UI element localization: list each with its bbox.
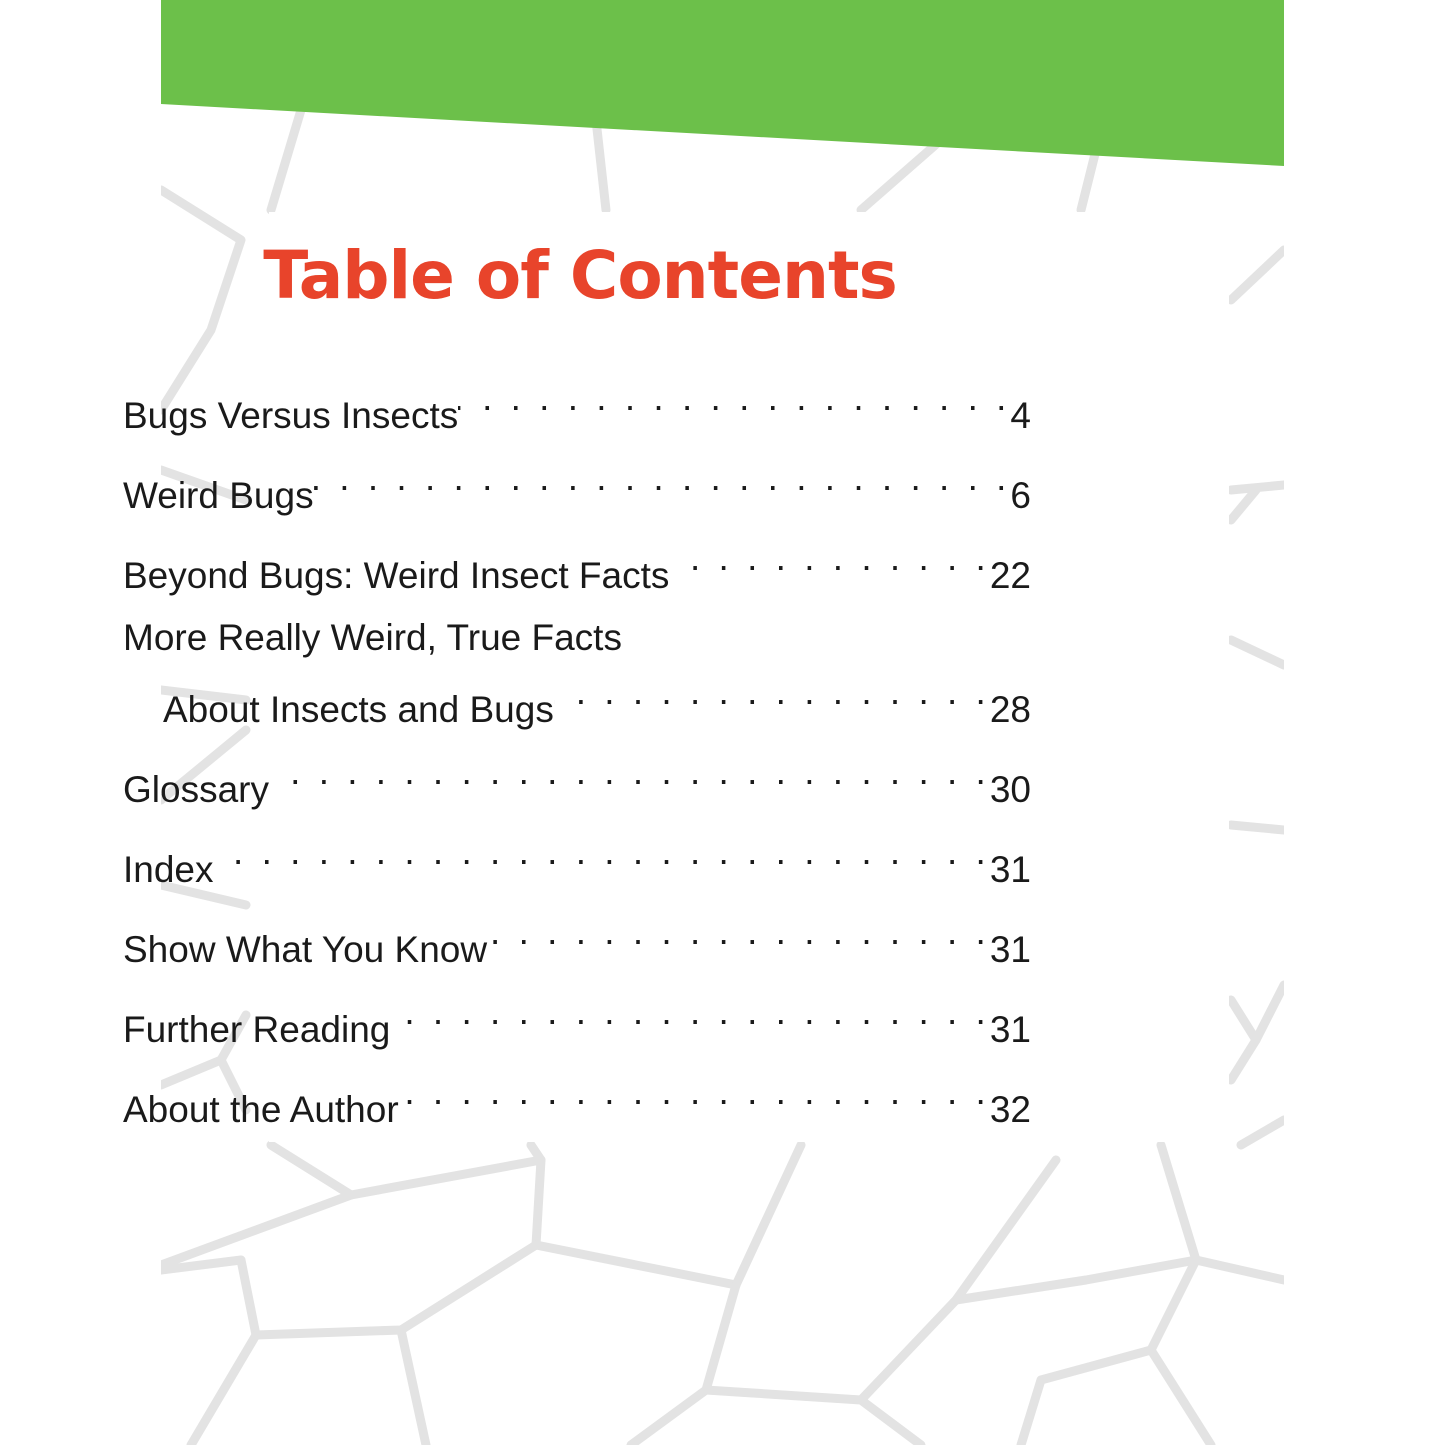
toc-entry[interactable]: [123, 1062, 1031, 1142]
toc-entry-title: Glossary: [123, 769, 269, 810]
toc-entry-page: 31: [989, 929, 1031, 970]
table-of-contents: [123, 368, 1031, 1142]
toc-entry-title-continued: About Insects and Bugs: [163, 689, 554, 730]
toc-entry[interactable]: [123, 822, 1031, 902]
dot-leader: [487, 902, 990, 962]
page-title: Table of Contents: [263, 237, 897, 314]
dot-leader: [554, 662, 990, 722]
toc-entry-page: 6: [1010, 475, 1031, 516]
toc-entry-page: 4: [1010, 395, 1031, 436]
green-header-band: [161, 0, 1284, 170]
toc-entry[interactable]: [123, 982, 1031, 1062]
toc-entry[interactable]: [123, 742, 1031, 822]
toc-entry-title: Index: [123, 849, 214, 890]
toc-entry-title: More Really Weird, True Facts: [123, 617, 622, 658]
toc-entry-title: Show What You Know: [123, 929, 488, 970]
toc-entry[interactable]: [123, 448, 1031, 528]
dot-leader: [390, 982, 989, 1042]
toc-entry[interactable]: [123, 608, 1031, 742]
toc-entry-page: 31: [989, 849, 1031, 890]
toc-entry[interactable]: [123, 528, 1031, 608]
toc-entry-title: Bugs Versus Insects: [123, 395, 459, 436]
dot-leader: [458, 368, 1010, 428]
toc-entry-title: Beyond Bugs: Weird Insect Facts: [123, 555, 670, 596]
dot-leader: [399, 1062, 990, 1122]
toc-entry-title: Further Reading: [123, 1009, 391, 1050]
dot-leader: [314, 448, 1011, 508]
dot-leader: [214, 822, 990, 882]
toc-entry-title: Weird Bugs: [123, 475, 314, 516]
toc-entry-title: About the Author: [123, 1089, 399, 1130]
toc-entry[interactable]: [123, 368, 1031, 448]
dot-leader: [669, 528, 989, 588]
toc-entry-page: 28: [989, 689, 1031, 730]
toc-entry-page: 32: [989, 1089, 1031, 1130]
toc-entry-page: 31: [989, 1009, 1031, 1050]
toc-entry[interactable]: [123, 902, 1031, 982]
dot-leader: [269, 742, 990, 802]
toc-entry-page: 30: [989, 769, 1031, 810]
toc-entry-page: 22: [989, 555, 1031, 596]
